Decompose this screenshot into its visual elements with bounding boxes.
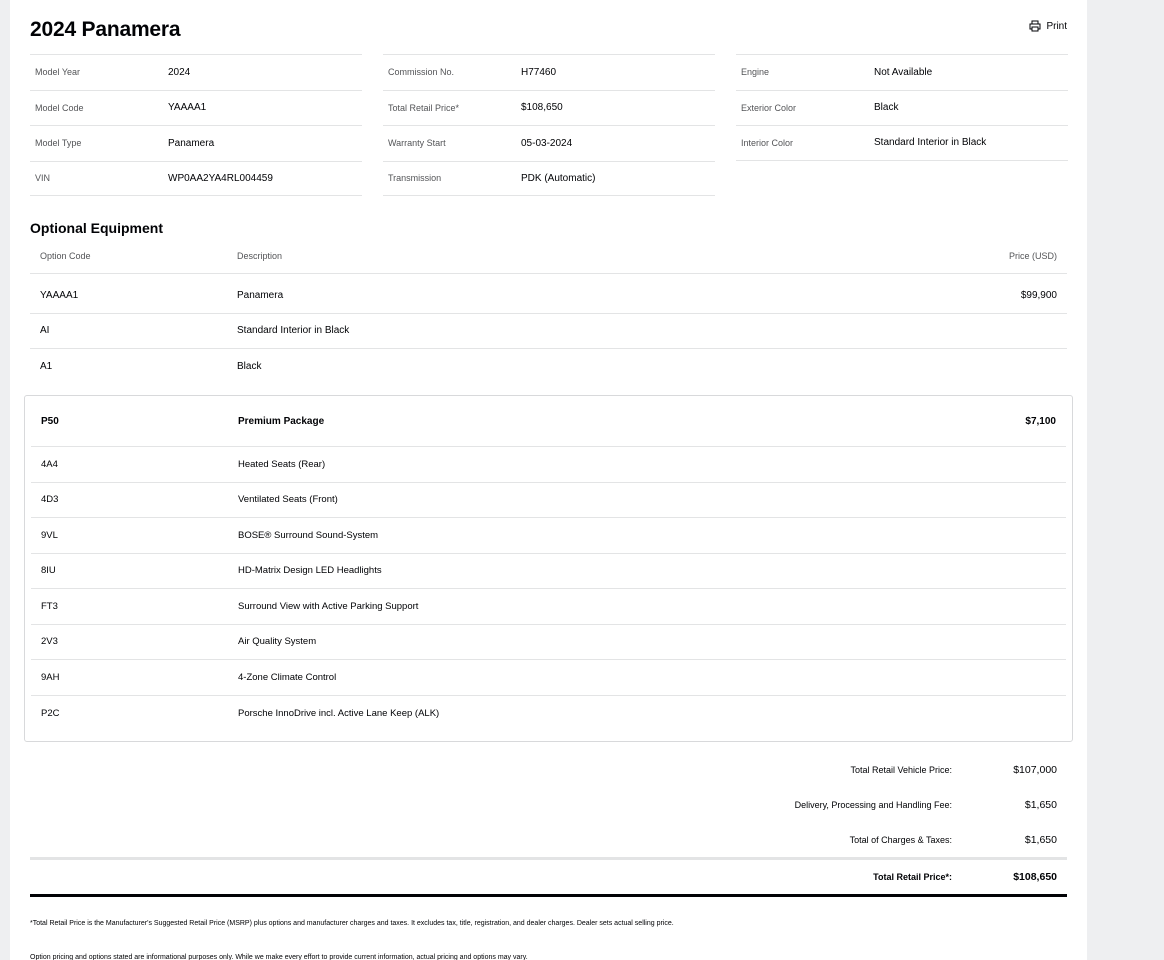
spec-value: 2024 xyxy=(168,66,191,78)
spec-label: Engine xyxy=(741,67,770,78)
spec-label: Total Retail Price* xyxy=(388,102,460,113)
package-item-code: 2V3 xyxy=(41,636,58,648)
option-description: Black xyxy=(237,361,262,373)
charges-taxes-label: Total of Charges & Taxes: xyxy=(849,834,952,845)
spec-value: WP0AA2YA4RL004459 xyxy=(168,172,273,184)
spec-column-1 xyxy=(30,54,362,196)
spec-label: Commission No. xyxy=(388,67,455,78)
package-item-row xyxy=(31,483,1066,519)
spec-row xyxy=(383,125,715,161)
page-title: 2024 Panamera xyxy=(30,18,181,41)
package-item-description: Ventilated Seats (Front) xyxy=(238,494,338,506)
column-header-description: Description xyxy=(237,250,283,261)
total-retail-price-value: $108,650 xyxy=(1013,871,1057,883)
package-item-description: 4-Zone Climate Control xyxy=(238,671,337,683)
package-item-row xyxy=(31,696,1066,732)
option-code: A1 xyxy=(40,361,53,373)
print-label: Print xyxy=(1046,20,1067,32)
spec-label: Warranty Start xyxy=(388,138,446,149)
package-items xyxy=(31,447,1066,731)
package-item-code: 4D3 xyxy=(41,494,59,506)
spec-label: Model Code xyxy=(35,102,84,113)
table-header xyxy=(30,238,1067,274)
option-description: Panamera xyxy=(237,289,284,301)
package-box xyxy=(24,395,1073,742)
package-item-row xyxy=(31,589,1066,625)
package-item-description: HD-Matrix Design LED Headlights xyxy=(238,565,382,577)
spec-value: Panamera xyxy=(168,137,215,149)
column-header-code: Option Code xyxy=(40,250,91,261)
spec-label: Model Type xyxy=(35,138,82,149)
spec-row xyxy=(30,125,362,161)
package-description: Premium Package xyxy=(238,415,325,427)
total-retail-price-label: Total Retail Price*: xyxy=(873,872,952,882)
spec-value: H77460 xyxy=(521,66,557,78)
spec-row xyxy=(30,54,362,90)
package-item-code: 9AH xyxy=(41,671,60,683)
option-code: YAAAA1 xyxy=(40,289,79,301)
package-item-row xyxy=(31,447,1066,483)
package-header-row xyxy=(31,396,1066,447)
fee-value: $1,650 xyxy=(1024,798,1057,811)
table-row xyxy=(30,349,1067,385)
optional-equipment-title: Optional Equipment xyxy=(30,220,163,236)
spec-value: YAAAA1 xyxy=(168,102,207,114)
column-header-price: Price (USD) xyxy=(1008,250,1057,261)
spec-row xyxy=(736,90,1068,126)
package-item-code: 9VL xyxy=(41,529,58,541)
vehicle-sheet xyxy=(10,0,1087,960)
table-row xyxy=(30,314,1067,350)
spec-label: Exterior Color xyxy=(741,102,797,113)
package-item-row xyxy=(31,625,1066,661)
totals-section xyxy=(30,752,1067,897)
spec-value: Black xyxy=(874,102,899,114)
spec-row xyxy=(383,90,715,126)
spec-column-3 xyxy=(736,54,1068,161)
package-item-row xyxy=(31,518,1066,554)
package-code: P50 xyxy=(41,415,59,427)
package-item-row xyxy=(31,660,1066,696)
optional-equipment-table xyxy=(30,238,1067,385)
fee-label: Delivery, Processing and Handling Fee: xyxy=(794,799,952,810)
total-vehicle-price-value: $107,000 xyxy=(1013,763,1057,776)
charges-taxes-row xyxy=(30,822,1067,857)
fee-row xyxy=(30,787,1067,822)
print-button[interactable] xyxy=(1029,20,1067,32)
spec-row xyxy=(383,54,715,90)
table-row xyxy=(30,278,1067,314)
option-code: AI xyxy=(40,325,50,337)
spec-value: $108,650 xyxy=(521,102,563,114)
package-item-description: Air Quality System xyxy=(238,636,317,648)
package-item-description: Heated Seats (Rear) xyxy=(238,458,326,470)
total-vehicle-price-label: Total Retail Vehicle Price: xyxy=(850,764,952,775)
package-item-code: 8IU xyxy=(41,565,56,577)
package-item-code: P2C xyxy=(41,707,60,719)
spec-value: PDK (Automatic) xyxy=(521,172,596,184)
package-item-code: 4A4 xyxy=(41,458,58,470)
spec-row xyxy=(30,161,362,197)
spec-label: VIN xyxy=(35,173,51,184)
options-disclaimer: Option pricing and options stated are informational purposes only. While we make every effort to provide current information, actual pricing and options may vary. xyxy=(30,954,528,960)
total-retail-price-row xyxy=(30,860,1067,897)
spec-label: Interior Color xyxy=(741,137,794,148)
spec-label: Model Year xyxy=(35,67,81,78)
spec-column-2 xyxy=(383,54,715,196)
package-item-description: Surround View with Active Parking Support xyxy=(238,600,419,612)
option-price: $99,900 xyxy=(1020,289,1057,301)
printer-icon xyxy=(1029,20,1041,32)
package-item-code: FT3 xyxy=(41,600,58,612)
spec-value: 05-03-2024 xyxy=(521,137,573,149)
price-disclaimer: *Total Retail Price is the Manufacturer's Suggested Retail Price (MSRP) plus options and manufacturer charges and taxes. It excludes tax, title, registration, and dealer charges. Dealer sets actual selling price. xyxy=(30,920,674,927)
package-item-row xyxy=(31,554,1066,590)
package-item-description: BOSE® Surround Sound-System xyxy=(238,529,379,541)
total-vehicle-price-row xyxy=(30,752,1067,787)
package-item-description: Porsche InnoDrive incl. Active Lane Keep (ALK) xyxy=(238,707,440,719)
spec-row xyxy=(383,161,715,197)
package-price: $7,100 xyxy=(1025,415,1056,427)
spec-row xyxy=(736,125,1068,161)
spec-value: Not Available xyxy=(874,66,933,78)
spec-label: Transmission xyxy=(388,173,442,184)
spec-value: Standard Interior in Black xyxy=(874,137,987,149)
option-description: Standard Interior in Black xyxy=(237,325,350,337)
charges-taxes-value: $1,650 xyxy=(1024,833,1057,846)
spec-row xyxy=(736,54,1068,90)
spec-row xyxy=(30,90,362,126)
